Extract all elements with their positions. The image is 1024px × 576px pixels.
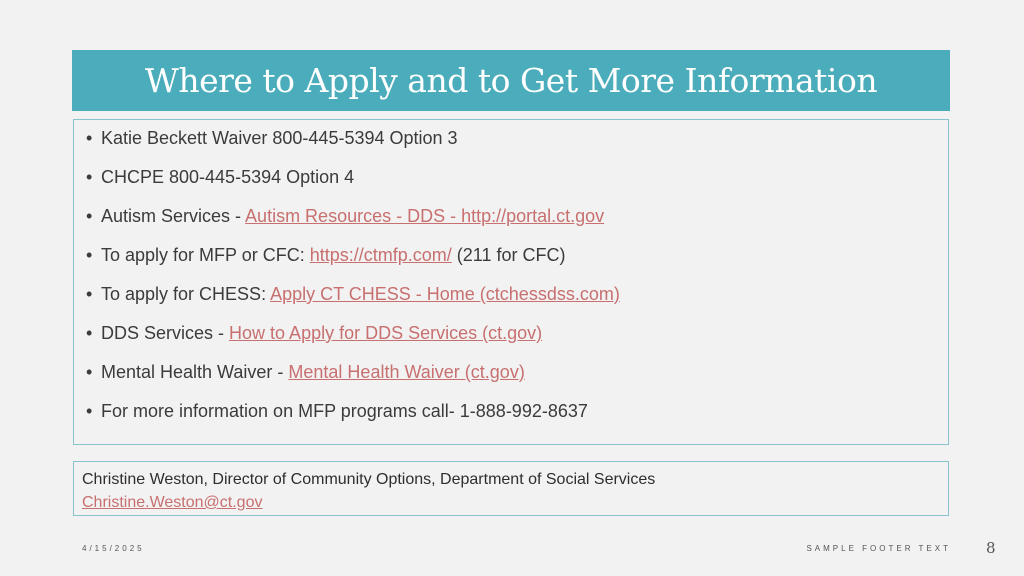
list-item <box>86 362 620 401</box>
footer-text: SAMPLE FOOTER TEXT <box>806 544 951 553</box>
page-number: 8 <box>986 539 996 557</box>
contact-email-link[interactable]: Christine.Weston@ct.gov <box>82 494 263 511</box>
item-text: CHCPE 800-445-5394 Option 4 <box>101 167 355 187</box>
bullet-icon: • <box>86 362 93 382</box>
info-list <box>86 128 620 440</box>
info-box <box>73 119 949 445</box>
item-text: Autism Services - <box>101 206 246 226</box>
item-text: Mental Health Waiver - <box>101 362 289 382</box>
item-text: To apply for CHESS: <box>101 284 271 304</box>
item-text: For more information on MFP programs call- 1-888-992-8637 <box>101 401 588 421</box>
bullet-icon: • <box>86 128 93 148</box>
mental-health-waiver-link[interactable]: Mental Health Waiver (ct.gov) <box>288 362 525 382</box>
bullet-icon: • <box>86 245 93 265</box>
list-item <box>86 284 620 323</box>
title-bar <box>72 50 950 111</box>
ctmfp-link[interactable]: https://ctmfp.com/ <box>309 245 452 265</box>
footer-date: 4/15/2025 <box>82 544 145 553</box>
bullet-icon: • <box>86 284 93 304</box>
contact-box <box>73 461 949 516</box>
list-item <box>86 167 620 206</box>
list-item <box>86 128 620 167</box>
slide-title: Where to Apply and to Get More Information <box>144 61 878 100</box>
dds-services-link[interactable]: How to Apply for DDS Services (ct.gov) <box>229 323 543 343</box>
bullet-icon: • <box>86 206 93 226</box>
contact-line: Christine Weston, Director of Community Options, Department of Social Services <box>82 471 656 488</box>
item-text: DDS Services - <box>101 323 230 343</box>
list-item <box>86 323 620 362</box>
bullet-icon: • <box>86 401 93 421</box>
bullet-icon: • <box>86 323 93 343</box>
item-text: To apply for MFP or CFC: <box>101 245 310 265</box>
list-item <box>86 245 620 284</box>
bullet-icon: • <box>86 167 93 187</box>
item-text-after: (211 for CFC) <box>451 245 566 265</box>
item-text: Katie Beckett Waiver 800-445-5394 Option 3 <box>101 128 458 148</box>
chess-link[interactable]: Apply CT CHESS - Home (ctchessdss.com) <box>270 284 620 304</box>
autism-resources-link[interactable]: Autism Resources - DDS - http://portal.ct.gov <box>245 206 605 226</box>
list-item <box>86 206 620 245</box>
list-item <box>86 401 620 440</box>
